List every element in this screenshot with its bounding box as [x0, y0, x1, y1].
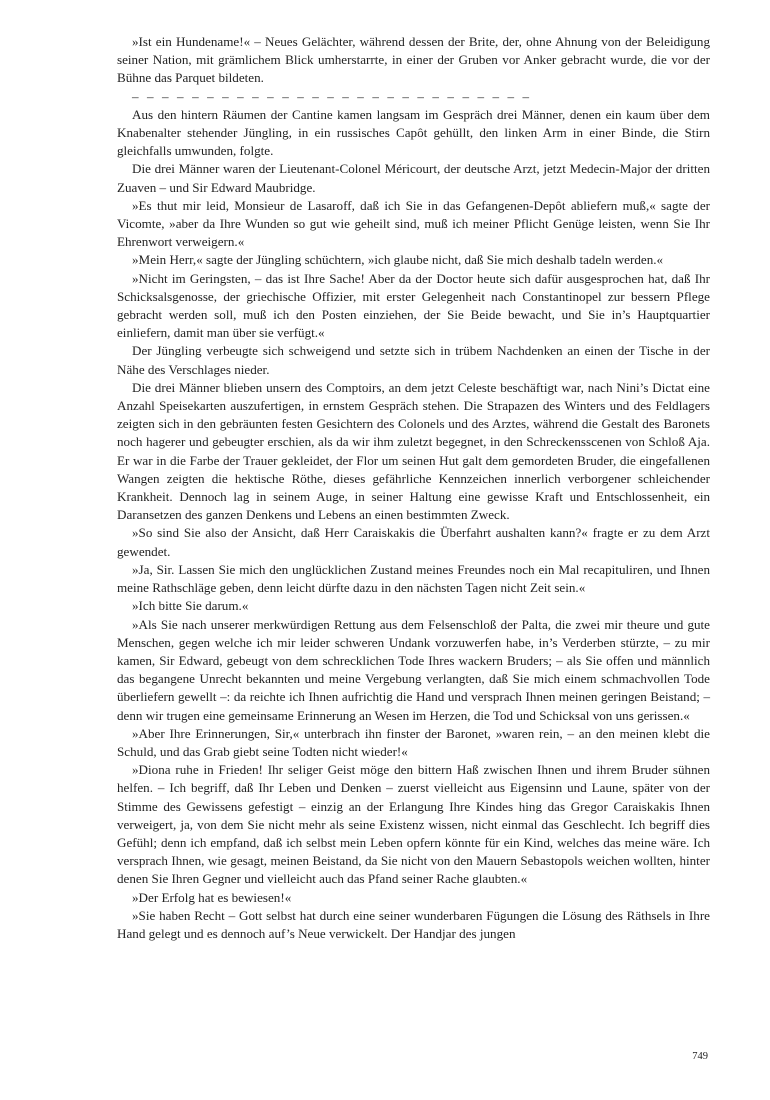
paragraph-11: »Ich bitte Sie darum.« [132, 598, 249, 614]
paragraph-16: »Sie haben Recht – Gott selbst hat durch eine seiner wunderbaren Fügungen die Lösung des Räthsels in Ihre Hand gelegt und es dennoch auf’s Neue verwickelt. Der Handjar des jungen [117, 907, 710, 941]
paragraph-14: »Diona ruhe in Frieden! Ihr seliger Geist möge den bittern Haß zwischen Ihnen und ihrem Bruder sühnen helfen. – Ich begriff, daß Ihr Leben und Denken – zuerst vielleicht aus Eigensinn und Laune, später von der Stimme des Gewissens gefestigt – einzig an der Erlangung Ihre Kindes hing das Gregor Caraiskakis Ihnen verweigert, ja, von dem Sie nicht mehr als seine Existenz wissen, nicht einmal das Geschlecht. Ich begriff dies Gefühl; denn ich empfand, daß ich selbst mein Leben opfern könnte für ein Kind, welches das meine wäre. Ich versprach Ihnen, wie gesagt, meinen Beistand, da Sie nicht von den Mauern Sebastopols weichen wollten, hinter denen Sie Ihren Gegner und vielleicht auch das Pfand seiner Rache glaubten.« [117, 762, 710, 887]
paragraph-5: »Mein Herr,« sagte der Jüngling schüchtern, »ich glaube nicht, daß Sie mich deshalb tadeln werden.« [132, 252, 664, 268]
paragraph-8: Die drei Männer blieben unsern des Comptoirs, an dem jetzt Celeste beschäftigt war, nach Nini’s Dictat eine Anzahl Speisekarten auszufertigen, in ernstem Gespräch stehen. Die Strapazen des Winters und des Feldlagers zeigten sich in den gebräunten festen Gesichtern des Colonels und des Arztes, während die Gestalt des Baronets noch hagerer und gebeugter erschien, als da wir ihm zuletzt begegnet, in den Schreckensscenen von Schloß Aja. Er war in die Farbe der Trauer gekleidet, der Flor um seinen Hut galt dem gemordeten Bruder, die eingefallenen Wangen zeigten die hektische Röthe, dieses gefährliche Kennzeichen innerlich verborgener schleichender Krankheit. Dennoch lag in seinem Auge, in seiner Haltung eine gewisse Kraft und Entschlossenheit, ein Daransetzen des ganzen Denkens und Lebens an einen bestimmten Zweck. [117, 379, 710, 523]
section-separator: – – – – – – – – – – – – – – – – – – – – – – – – – – – [132, 88, 532, 104]
paragraph-9: »So sind Sie also der Ansicht, daß Herr Caraiskakis die Überfahrt aushalten kann?« fragte er zu dem Arzt gewendet. [117, 525, 710, 559]
paragraph-4: »Es thut mir leid, Monsieur de Lasaroff, daß ich Sie in das Gefangenen-Depôt abliefern muß,« sagte der Vicomte, »aber da Ihre Wunden so gut wie geheilt sind, muß ich meiner Pflicht Genüge leisten, wenn Sie Ihr Ehrenwort verweigern.« [117, 197, 710, 250]
page-body [117, 33, 710, 943]
paragraph-7: Der Jüngling verbeugte sich schweigend und setzte sich in trübem Nachdenken an einen der Tische in der Nähe des Verschlages nieder. [117, 343, 710, 377]
paragraph-3: Die drei Männer waren der Lieutenant-Colonel Méricourt, der deutsche Arzt, jetzt Medecin-Major der dritten Zuaven – und Sir Edward Maubridge. [117, 161, 710, 195]
paragraph-2: Aus den hintern Räumen der Cantine kamen langsam im Gespräch drei Männer, denen ein kaum über dem Knabenalter stehender Jüngling, in ein russisches Capôt gehüllt, den linken Arm in einer Binde, die Stirn gleichfalls umwunden, folgte. [117, 106, 710, 159]
paragraph-10: »Ja, Sir. Lassen Sie mich den unglücklichen Zustand meines Freundes noch ein Mal recapituliren, und Ihnen meine Rathschläge geben, denn leicht dürfte dazu in den nächsten Tagen nicht Zeit sein.« [117, 561, 710, 596]
paragraph-1: »Ist ein Hundename!« – Neues Gelächter, während dessen der Brite, der, ohne Ahnung von der Beleidigung seiner Nation, mit grämlichem Blick umherstarrte, in einer der Gruben vor Anker gebracht wurde, die vor der Bühne das Parquet bildeten. [117, 34, 710, 86]
page-number: 749 [692, 1051, 708, 1062]
paragraph-13: »Aber Ihre Erinnerungen, Sir,« unterbrach ihn finster der Baronet, »waren rein, – an den meinen klebt die Schuld, und das Grab giebt seine Todten nicht wieder!« [117, 725, 710, 759]
paragraph-15: »Der Erfolg hat es bewiesen!« [132, 889, 292, 905]
paragraph-6: »Nicht im Geringsten, – das ist Ihre Sache! Aber da der Doctor heute sich dafür ausgesprochen hat, daß Ihr Schicksalsgenosse, der griechische Offizier, mit erster Gelegenheit nach Constantinopel zur bessern Pflege gebracht werden soll, muß ich den Posten einziehen, der Sie Beide bewacht, und Sie in’s Hauptquartier einliefern, damit man über sie verfügt.« [117, 270, 710, 341]
paragraph-12: »Als Sie nach unserer merkwürdigen Rettung aus dem Felsenschloß der Palta, die zwei mir theure und gute Menschen, gegen welche ich mir leider schweren Undank vorzuwerfen habe, in’s Verderben stürzte, – zu mir kamen, Sir Edward, gebeugt von dem schrecklichen Tode Ihres wackern Bruders; – als Sie offen und männlich das begangene Unrecht bekannten und meine Vergebung verlangten, daß Sie mich einem schmachvollen Tode überliefern gewellt –: da reichte ich Ihnen aufrichtig die Hand und versprach Ihnen meinen geringen Beistand; – denn wir trugen eine gemeinsame Erinnerung an Wesen im Herzen, die Tod und Schicksal von uns gerissen.« [117, 616, 710, 723]
